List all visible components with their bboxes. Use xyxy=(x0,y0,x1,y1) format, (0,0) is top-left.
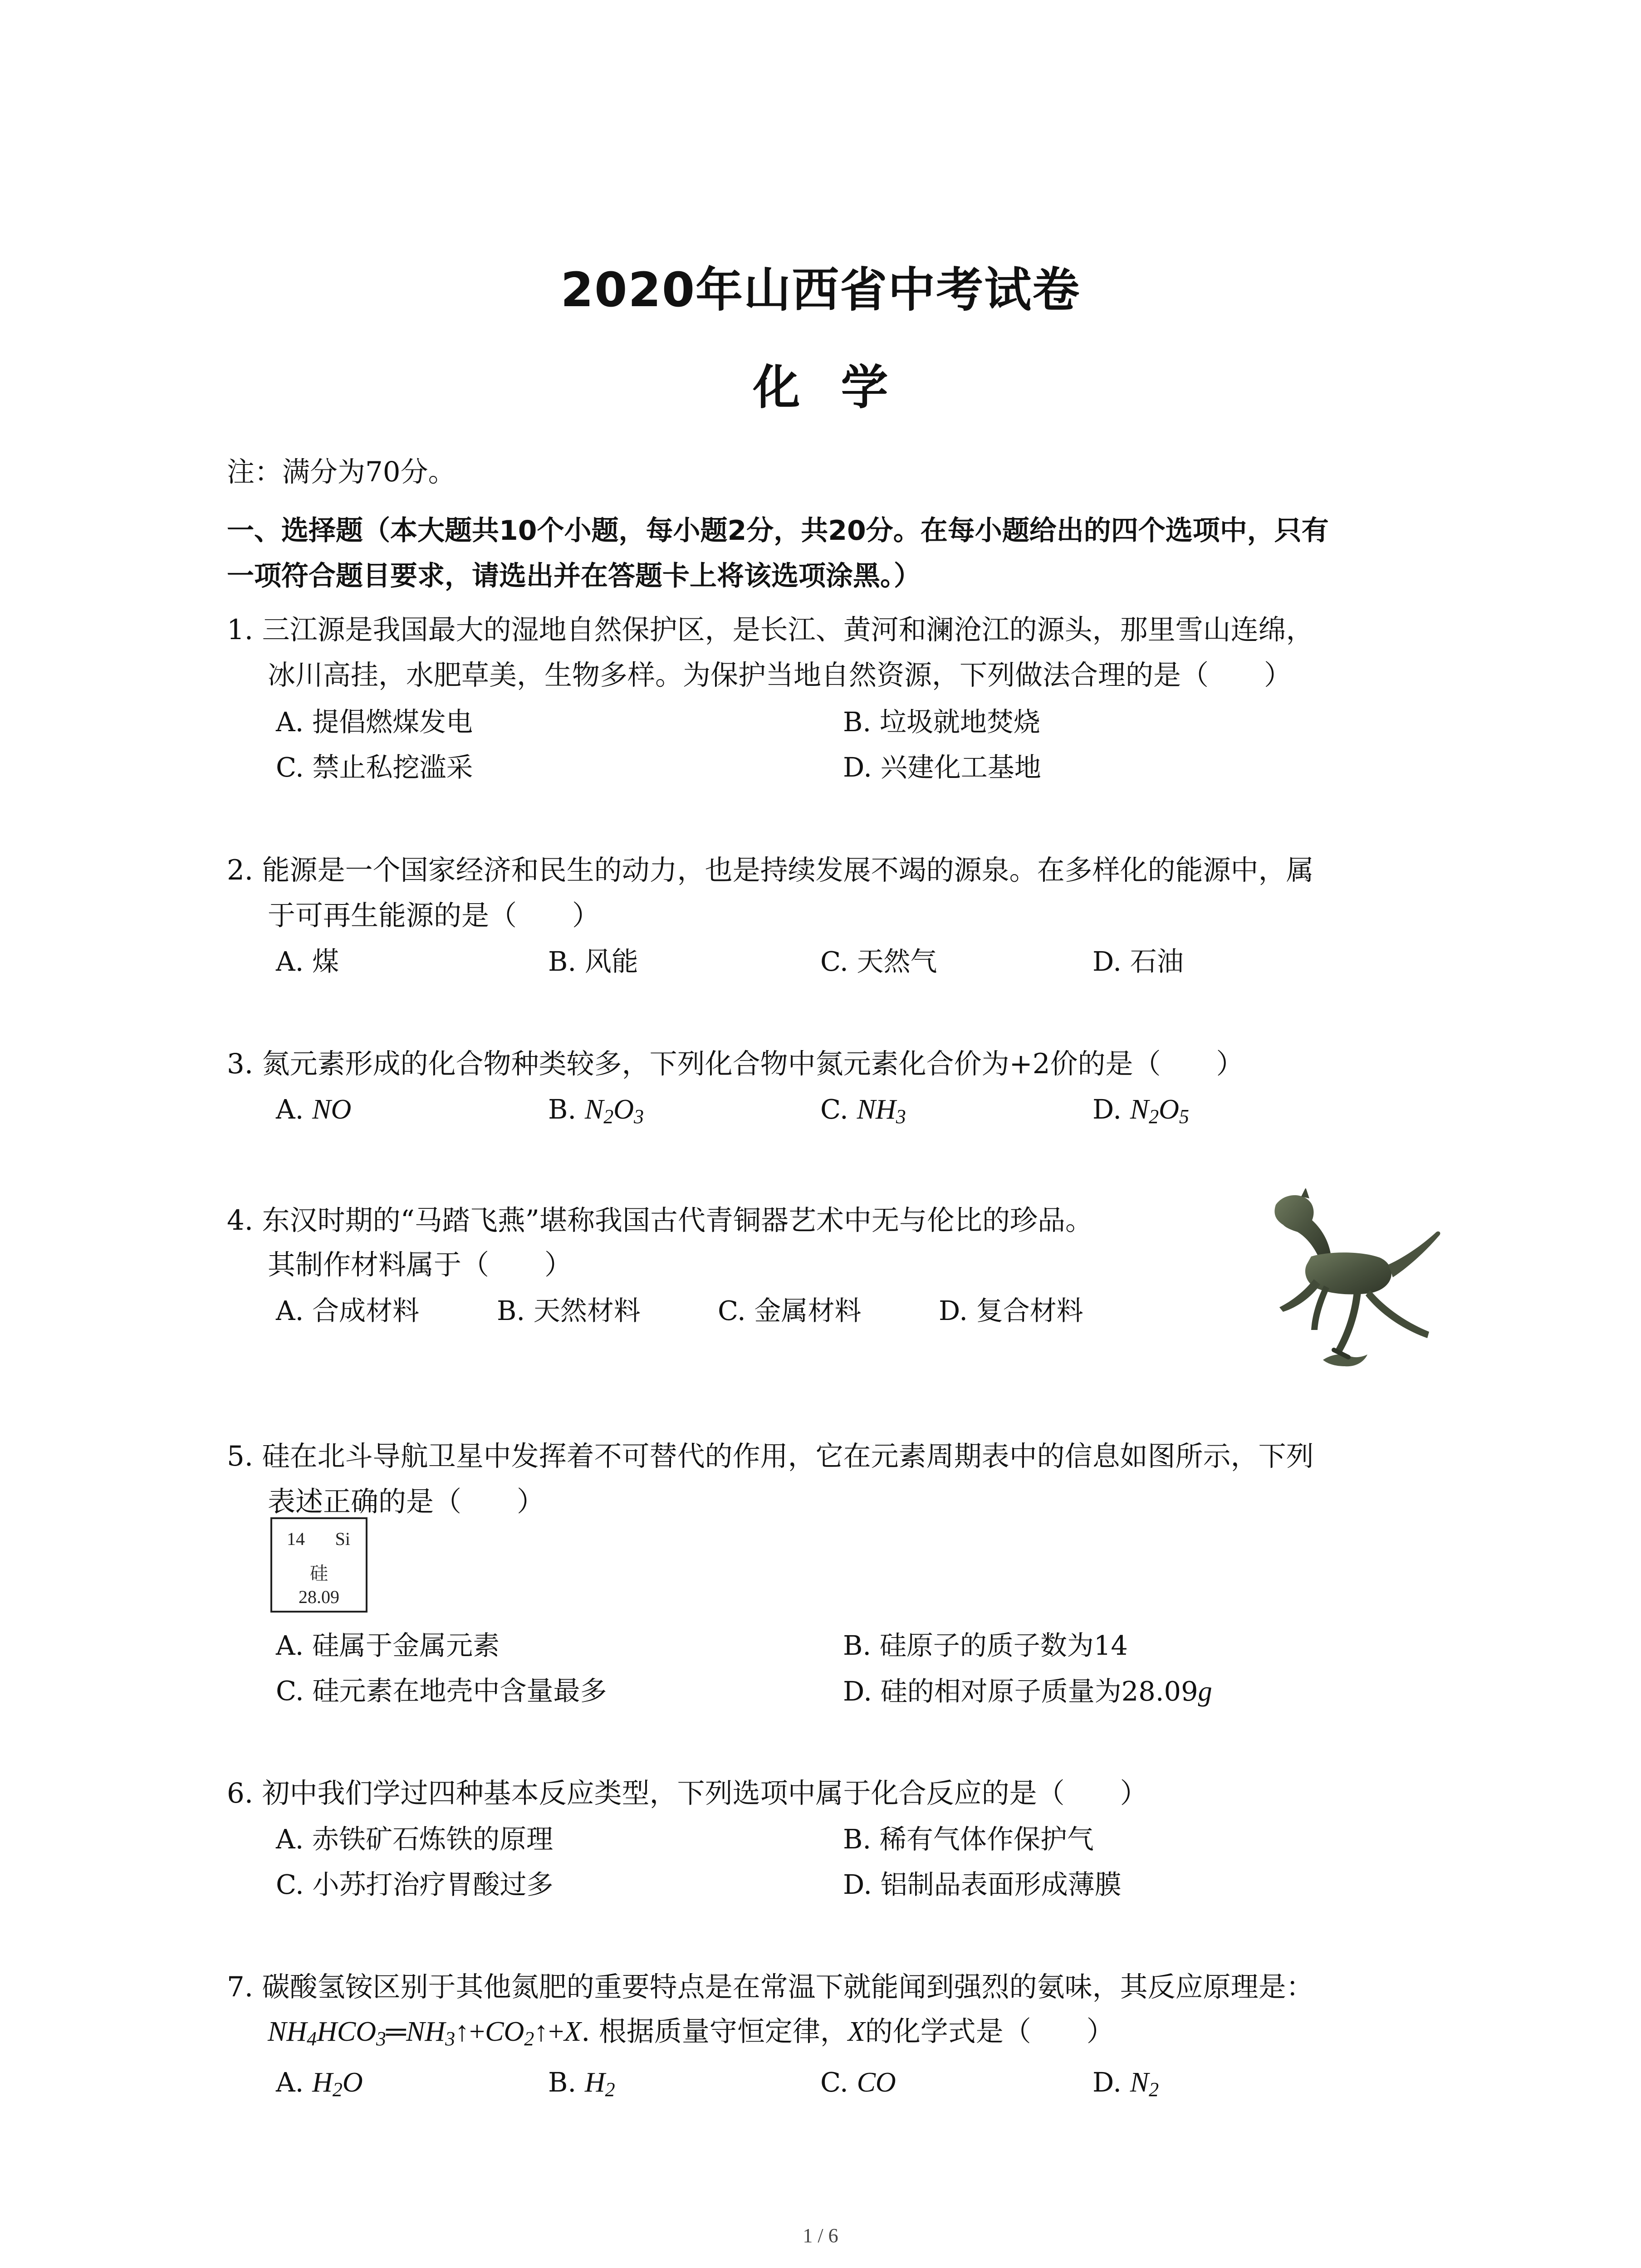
bronze-galloping-horse-image xyxy=(1234,1188,1452,1379)
q2-option-a: A. 煤 xyxy=(276,946,339,977)
q7-option-a-formula: $H_2O$ xyxy=(312,2067,363,2101)
section-heading-line2: 一项符合题目要求，请选出并在答题卡上将该选项涂黑。） xyxy=(227,560,921,592)
q3-option-c-label: C. xyxy=(820,1094,857,1125)
q5-option-b: B. 硅原子的质子数为14 xyxy=(843,1630,1128,1661)
q3-option-b xyxy=(548,1095,644,1127)
q6-option-a: A. 赤铁矿石炼铁的原理 xyxy=(276,1823,554,1855)
q1-option-d: D. 兴建化工基地 xyxy=(843,752,1041,783)
q3-option-c xyxy=(820,1095,906,1127)
reaction-equation: $NH_4HCO_3═NH_3↑+CO_2↑+X$ xyxy=(268,2016,582,2050)
question-1-line1: 1. 三江源是我国最大的湿地自然保护区，是长江、黄河和澜沧江的源头，那里雪山连绵， xyxy=(227,614,1314,646)
question-2-line2: 于可再生能源的是（ ） xyxy=(268,899,600,932)
element-atomic-mass: 28.09 xyxy=(299,1587,339,1607)
q1-option-a: A. 提倡燃煤发电 xyxy=(276,706,473,738)
q3-option-b-label: B. xyxy=(548,1094,585,1125)
q6-option-c: C. 小苏打治疗胃酸过多 xyxy=(276,1869,554,1900)
subject-title: 化学 xyxy=(753,360,929,415)
q4-option-a: A. 合成材料 xyxy=(276,1295,420,1326)
element-name: 硅 xyxy=(310,1563,328,1584)
question-3-line1: 3. 氮元素形成的化合物种类较多，下列化合物中氮元素化合价为+2价的是（ ） xyxy=(227,1048,1244,1080)
question-2-line1: 2. 能源是一个国家经济和民生的动力，也是持续发展不竭的源泉。在多样化的能源中，属 xyxy=(227,854,1314,886)
gram-unit: g xyxy=(1198,1676,1212,1707)
question-4-line1: 4. 东汉时期的“马踏飞燕”堪称我国古代青铜器艺术中无与伦比的珍品。 xyxy=(227,1204,1093,1237)
page-number: 1 / 6 xyxy=(803,2224,838,2247)
q7-option-b-formula: $H_2$ xyxy=(584,2067,615,2101)
q1-option-b: B. 垃圾就地焚烧 xyxy=(843,706,1040,738)
q3-option-d-formula: $N_2O_5$ xyxy=(1130,1094,1189,1128)
question-5-line1: 5. 硅在北斗导航卫星中发挥着不可替代的作用，它在元素周期表中的信息如图所示，下列 xyxy=(227,1440,1314,1472)
q2-option-c: C. 天然气 xyxy=(820,946,937,977)
q3-option-d-label: D. xyxy=(1092,1094,1130,1125)
question-7-equation: $NH_4HCO_3═NH_3↑+CO_2↑+X$. 根据质量守恒定律，X的化学式是（ ） xyxy=(268,2015,1114,2050)
q4-option-b: B. 天然材料 xyxy=(497,1295,641,1326)
q1-option-c: C. 禁止私挖滥采 xyxy=(276,752,473,783)
q7-option-d: D. $N_2$ xyxy=(1092,2067,1159,2101)
q3-option-a-label: A. xyxy=(276,1094,313,1125)
q4-option-d: D. 复合材料 xyxy=(939,1295,1083,1326)
q7-option-c: C. CO xyxy=(820,2067,896,2098)
q5-option-c: C. 硅元素在地壳中含量最多 xyxy=(276,1675,607,1706)
exam-title: 2020年山西省中考试卷 xyxy=(560,262,1081,318)
q3-option-a xyxy=(276,1095,351,1124)
question-5-line2: 表述正确的是（ ） xyxy=(268,1486,545,1518)
q7-option-d-formula: $N_2$ xyxy=(1130,2067,1159,2101)
q4-option-c: C. 金属材料 xyxy=(718,1295,862,1326)
section-heading-line1: 一、选择题（本大题共10个小题，每小题2分，共20分。在每小题给出的四个选项中，只有 xyxy=(227,515,1329,547)
q5-option-d: D. 硅的相对原子质量为28.09g xyxy=(843,1676,1212,1707)
question-7-line1: 7. 碳酸氢铵区别于其他氮肥的重要特点是在常温下就能闻到强烈的氨味，其反应原理是： xyxy=(227,1971,1314,2003)
question-4-line2: 其制作材料属于（ ） xyxy=(268,1249,573,1281)
q7-option-c-formula: CO xyxy=(857,2067,896,2098)
q6-option-d: D. 铝制品表面形成薄膜 xyxy=(843,1869,1122,1900)
silicon-element-card xyxy=(270,1517,367,1613)
q3-option-c-formula: $NH_3$ xyxy=(857,1094,906,1128)
q7-option-a: A. $H_2O$ xyxy=(276,2067,363,2101)
question-1-line2: 冰川高挂，水肥草美，生物多样。为保护当地自然资源，下列做法合理的是（ ） xyxy=(268,659,1292,691)
q3-option-b-formula: $N_2O_3$ xyxy=(584,1094,644,1128)
q3-option-d xyxy=(1092,1095,1189,1127)
q3-option-a-formula: NO xyxy=(312,1094,352,1125)
q5-option-a: A. 硅属于金属元素 xyxy=(276,1630,500,1661)
q6-option-b: B. 稀有气体作保护气 xyxy=(843,1823,1094,1855)
element-atomic-number: 14 xyxy=(287,1529,305,1549)
q2-option-b: B. 风能 xyxy=(548,946,638,977)
element-symbol: Si xyxy=(335,1529,350,1549)
q7-option-b: B. $H_2$ xyxy=(548,2067,615,2101)
score-note: 注：满分为70分。 xyxy=(227,456,456,488)
question-6-line1: 6. 初中我们学过四种基本反应类型，下列选项中属于化合反应的是（ ） xyxy=(227,1777,1148,1809)
q2-option-d: D. 石油 xyxy=(1092,946,1184,977)
